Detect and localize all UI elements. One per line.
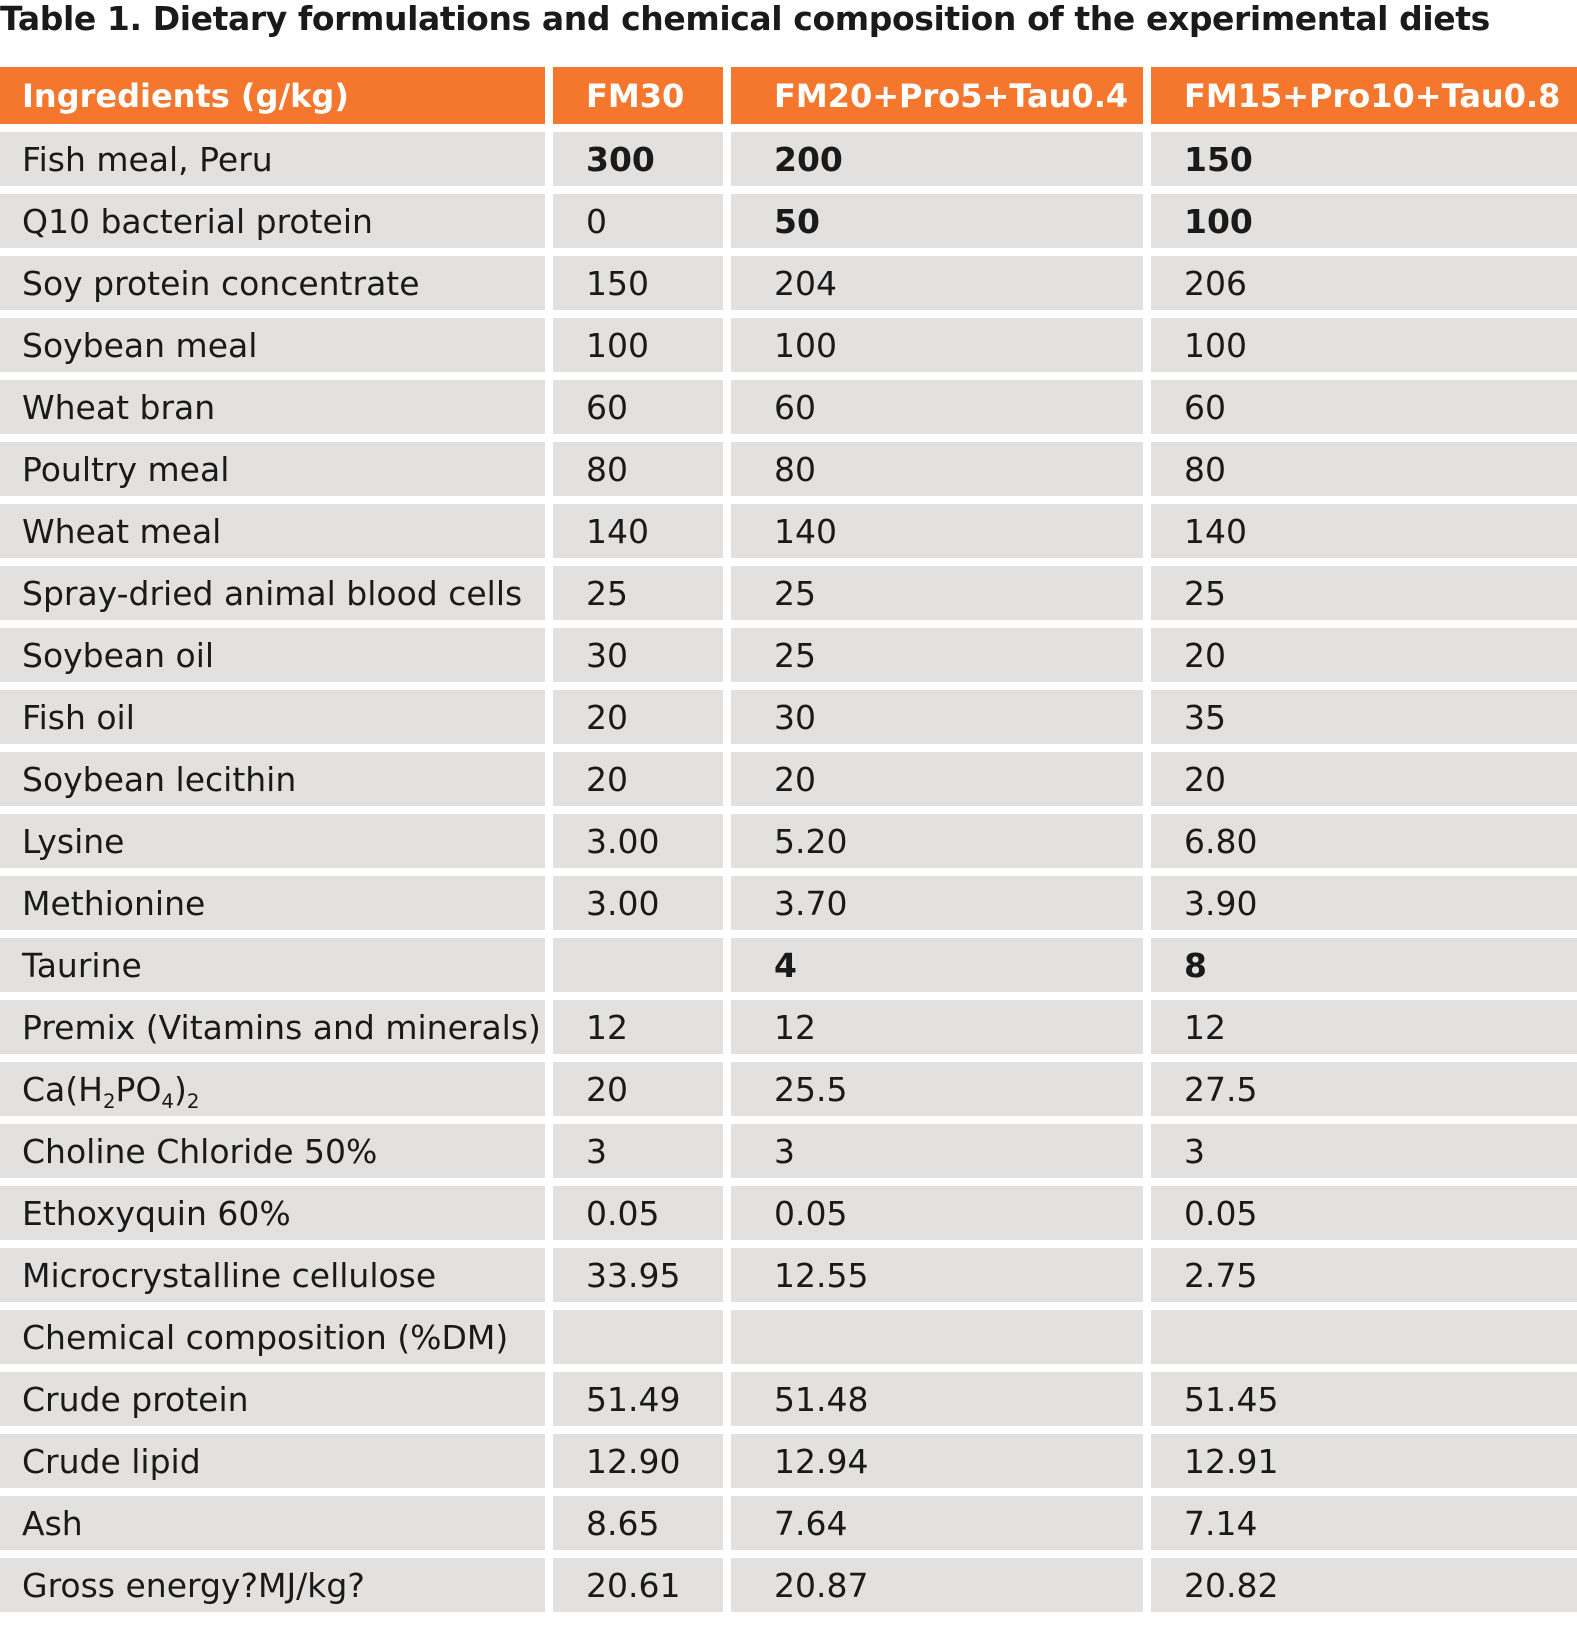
formula-text: Ca(H [22,1069,103,1109]
cell-fm30: 300 [553,132,723,186]
cell-fm20-pro5-tau04: 25.5 [731,1062,1143,1116]
cell-fm20-pro5-tau04: 60 [731,380,1143,434]
table-row [0,690,1577,744]
table-row [0,132,1577,186]
row-label: Wheat bran [0,380,545,434]
table-row [0,194,1577,248]
cell-fm30: 51.49 [553,1372,723,1426]
cell-fm30: 12.90 [553,1434,723,1488]
row-label: Soybean meal [0,318,545,372]
cell-fm20-pro5-tau04: 3 [731,1124,1143,1178]
cell-fm20-pro5-tau04: 140 [731,504,1143,558]
formula-text: ) [174,1069,187,1109]
cell-fm30: 20 [553,690,723,744]
row-label: Soybean lecithin [0,752,545,806]
table-row [0,1062,1577,1116]
cell-fm20-pro5-tau04: 7.64 [731,1496,1143,1550]
cell-fm20-pro5-tau04: 100 [731,318,1143,372]
cell-fm20-pro5-tau04: 80 [731,442,1143,496]
cell-fm30 [553,938,723,992]
cell-fm15-pro10-tau08: 35 [1151,690,1577,744]
row-label: Taurine [0,938,545,992]
cell-fm15-pro10-tau08: 0.05 [1151,1186,1577,1240]
row-label: Crude protein [0,1372,545,1426]
row-label: Methionine [0,876,545,930]
cell-fm20-pro5-tau04: 0.05 [731,1186,1143,1240]
cell-fm30: 0.05 [553,1186,723,1240]
cell-fm30: 3.00 [553,814,723,868]
table-row [0,1000,1577,1054]
header-ingredients: Ingredients (g/kg) [0,67,545,124]
cell-fm15-pro10-tau08: 140 [1151,504,1577,558]
row-label: Crude lipid [0,1434,545,1488]
diet-table [0,59,1577,1620]
cell-fm30: 80 [553,442,723,496]
cell-fm20-pro5-tau04: 20 [731,752,1143,806]
table-row [0,566,1577,620]
header-fm30: FM30 [553,67,723,124]
cell-fm15-pro10-tau08: 20 [1151,752,1577,806]
cell-fm15-pro10-tau08: 80 [1151,442,1577,496]
cell-fm15-pro10-tau08: 12.91 [1151,1434,1577,1488]
header-row [0,67,1577,124]
table-row [0,752,1577,806]
row-label: Choline Chloride 50% [0,1124,545,1178]
cell-fm30: 33.95 [553,1248,723,1302]
row-label: Ash [0,1496,545,1550]
cell-fm15-pro10-tau08: 6.80 [1151,814,1577,868]
cell-fm15-pro10-tau08: 100 [1151,194,1577,248]
cell-fm20-pro5-tau04: 20.87 [731,1558,1143,1612]
row-label: Wheat meal [0,504,545,558]
cell-fm15-pro10-tau08: 12 [1151,1000,1577,1054]
table-row [0,938,1577,992]
row-label: Gross energy?MJ/kg? [0,1558,545,1612]
cell-fm15-pro10-tau08: 51.45 [1151,1372,1577,1426]
row-label: Q10 bacterial protein [0,194,545,248]
table-row [0,504,1577,558]
row-label-formula [0,1062,545,1116]
row-label: Premix (Vitamins and minerals) [0,1000,545,1054]
row-label: Fish oil [0,690,545,744]
cell-fm15-pro10-tau08: 20 [1151,628,1577,682]
header-fm15-pro10-tau08: FM15+Pro10+Tau0.8 [1151,67,1577,124]
cell-fm30: 20.61 [553,1558,723,1612]
table-row [0,814,1577,868]
table-row [0,380,1577,434]
table-row [0,1124,1577,1178]
cell-fm20-pro5-tau04: 25 [731,628,1143,682]
table-row [0,1186,1577,1240]
cell-fm30: 30 [553,628,723,682]
cell-fm30: 20 [553,752,723,806]
cell-fm30: 25 [553,566,723,620]
cell-fm30 [553,1310,723,1364]
table-title: Table 1. Dietary formulations and chemical composition of the experimental diets [0,0,1490,38]
cell-fm30: 60 [553,380,723,434]
cell-fm15-pro10-tau08: 25 [1151,566,1577,620]
cell-fm15-pro10-tau08: 150 [1151,132,1577,186]
cell-fm15-pro10-tau08: 60 [1151,380,1577,434]
row-label: Ethoxyquin 60% [0,1186,545,1240]
table-row [0,1248,1577,1302]
cell-fm15-pro10-tau08: 206 [1151,256,1577,310]
table-row [0,1496,1577,1550]
cell-fm30: 12 [553,1000,723,1054]
cell-fm30: 150 [553,256,723,310]
row-label: Soybean oil [0,628,545,682]
cell-fm20-pro5-tau04: 12.55 [731,1248,1143,1302]
row-label: Lysine [0,814,545,868]
table-row [0,1372,1577,1426]
formula-text: PO [115,1069,162,1109]
cell-fm30: 3 [553,1124,723,1178]
header-fm20-pro5-tau04: FM20+Pro5+Tau0.4 [731,67,1143,124]
cell-fm15-pro10-tau08: 100 [1151,318,1577,372]
table-row [0,1558,1577,1612]
table-row [0,442,1577,496]
cell-fm20-pro5-tau04: 4 [731,938,1143,992]
row-label: Microcrystalline cellulose [0,1248,545,1302]
cell-fm20-pro5-tau04: 5.20 [731,814,1143,868]
cell-fm20-pro5-tau04: 200 [731,132,1143,186]
table-row [0,256,1577,310]
cell-fm20-pro5-tau04: 12.94 [731,1434,1143,1488]
table-row [0,1434,1577,1488]
cell-fm20-pro5-tau04 [731,1310,1143,1364]
row-label: Poultry meal [0,442,545,496]
cell-fm15-pro10-tau08: 27.5 [1151,1062,1577,1116]
cell-fm20-pro5-tau04: 25 [731,566,1143,620]
cell-fm30: 140 [553,504,723,558]
cell-fm20-pro5-tau04: 50 [731,194,1143,248]
row-label: Chemical composition (%DM) [0,1310,545,1364]
formula-subscript: 4 [161,1089,175,1113]
cell-fm15-pro10-tau08 [1151,1310,1577,1364]
cell-fm30: 0 [553,194,723,248]
row-label: Spray-dried animal blood cells [0,566,545,620]
cell-fm20-pro5-tau04: 12 [731,1000,1143,1054]
row-label: Fish meal, Peru [0,132,545,186]
row-label: Soy protein concentrate [0,256,545,310]
cell-fm20-pro5-tau04: 51.48 [731,1372,1143,1426]
cell-fm30: 20 [553,1062,723,1116]
cell-fm15-pro10-tau08: 20.82 [1151,1558,1577,1612]
cell-fm15-pro10-tau08: 3.90 [1151,876,1577,930]
formula-subscript: 2 [186,1089,200,1113]
cell-fm15-pro10-tau08: 8 [1151,938,1577,992]
cell-fm30: 3.00 [553,876,723,930]
table-row [0,318,1577,372]
cell-fm15-pro10-tau08: 7.14 [1151,1496,1577,1550]
cell-fm15-pro10-tau08: 2.75 [1151,1248,1577,1302]
formula-subscript: 2 [102,1089,116,1113]
table-header [0,67,1577,124]
table-body [0,132,1577,1612]
cell-fm15-pro10-tau08: 3 [1151,1124,1577,1178]
cell-fm30: 8.65 [553,1496,723,1550]
table-row [0,876,1577,930]
cell-fm20-pro5-tau04: 3.70 [731,876,1143,930]
cell-fm20-pro5-tau04: 30 [731,690,1143,744]
table-row [0,628,1577,682]
table-row [0,1310,1577,1364]
cell-fm30: 100 [553,318,723,372]
cell-fm20-pro5-tau04: 204 [731,256,1143,310]
